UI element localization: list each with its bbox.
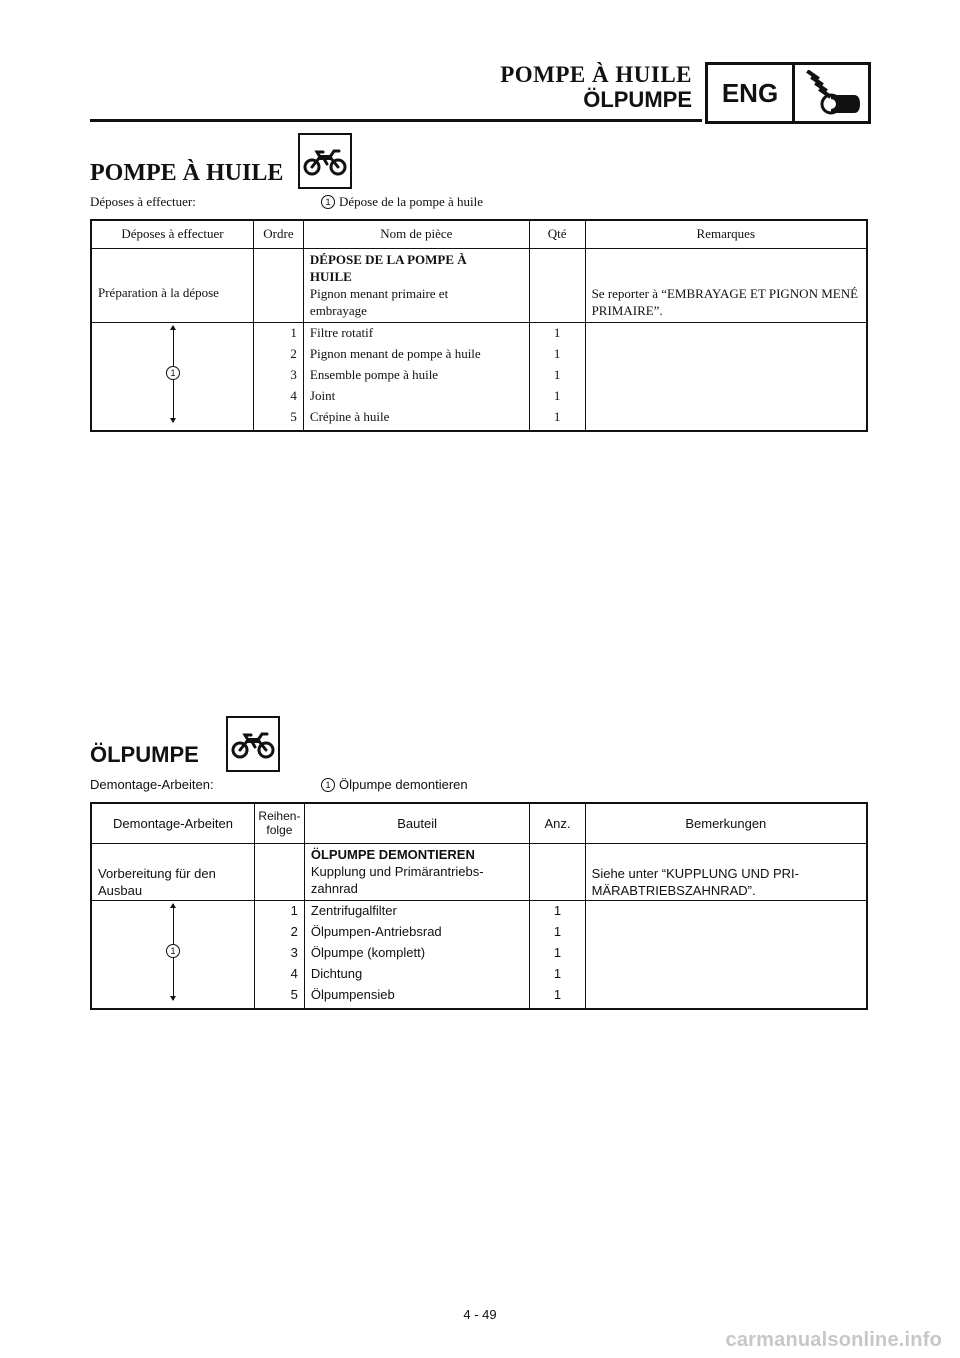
eng-badge-label: ENG	[708, 65, 795, 121]
order-cell: 2	[253, 346, 303, 367]
part-cell: Ensemble pompe à huile	[303, 367, 529, 388]
table-row	[91, 322, 867, 346]
table-row	[91, 900, 867, 924]
section-title-de: ÖLPUMPE	[90, 742, 199, 767]
remark-cell	[585, 248, 867, 322]
column-header: Anz.	[530, 803, 585, 843]
intro-label-fr: Déposes à effectuer:	[90, 194, 196, 209]
group-number-badge: 1	[166, 366, 180, 380]
intro-text-de: Ölpumpe demontieren	[339, 777, 468, 792]
order-cell	[255, 843, 305, 900]
group-number-badge: 1	[166, 944, 180, 958]
column-header: Reihen-folge	[255, 803, 305, 843]
column-header: Bemerkungen	[585, 803, 867, 843]
qty-cell	[529, 248, 585, 322]
section-subtitle: ÖLPUMPE DEMONTIEREN	[310, 846, 475, 862]
part-cell: Filtre rotatif	[303, 322, 529, 346]
page-number: 4 - 49	[463, 1307, 497, 1322]
prep-label: Vorbereitung für den Ausbau	[98, 865, 216, 898]
intro-text-fr: Dépose de la pompe à huile	[339, 194, 484, 209]
table-fr	[90, 219, 868, 432]
motorcycle-icon-de	[226, 716, 280, 772]
qty-cell: 1	[530, 924, 585, 945]
step-number-badge: 1	[321, 195, 335, 209]
engine-icon	[795, 65, 868, 121]
eng-badge	[705, 62, 871, 124]
remark-cell	[585, 322, 867, 431]
header-title-de: ÖLPUMPE	[583, 87, 692, 112]
part-cell: Ölpumpensieb	[304, 987, 529, 1009]
part-cell: Joint	[303, 388, 529, 409]
prep-label: Préparation à la dépose	[98, 284, 219, 300]
column-header: Demontage-Arbeiten	[91, 803, 255, 843]
prep-cell	[91, 248, 253, 322]
column-header: Qté	[529, 220, 585, 248]
remark-cell	[585, 843, 867, 900]
part-cell	[303, 248, 529, 322]
qty-cell: 1	[530, 987, 585, 1009]
table-row	[91, 843, 867, 900]
part-cell: Dichtung	[304, 966, 529, 987]
table-header-row	[91, 803, 867, 843]
qty-cell: 1	[530, 900, 585, 924]
group-cell	[91, 322, 253, 431]
motorcycle-icon-fr	[298, 133, 352, 189]
order-cell: 4	[253, 388, 303, 409]
table-de	[90, 802, 868, 1010]
section-title-fr: POMPE À HUILE	[90, 160, 284, 186]
qty-cell: 1	[530, 945, 585, 966]
footer-watermark: carmanualsonline.info	[725, 1329, 942, 1351]
step-number-badge: 1	[321, 778, 335, 792]
qty-cell: 1	[529, 322, 585, 346]
prep-part: Pignon menant primaire et embrayage	[309, 285, 449, 318]
order-cell: 5	[253, 409, 303, 431]
part-cell: Ölpumpen-Antriebsrad	[304, 924, 529, 945]
remark-cell	[585, 900, 867, 1009]
column-header: Remarques	[585, 220, 867, 248]
column-header: Bauteil	[304, 803, 529, 843]
part-cell: Zentrifugalfilter	[304, 900, 529, 924]
column-header: Ordre	[253, 220, 303, 248]
part-cell: Ölpumpe (komplett)	[304, 945, 529, 966]
group-cell	[91, 900, 255, 1009]
part-cell: Crépine à huile	[303, 409, 529, 431]
prep-cell	[91, 843, 255, 900]
qty-cell: 1	[529, 409, 585, 431]
intro-step-de	[321, 777, 468, 792]
table-row	[91, 248, 867, 322]
qty-cell: 1	[529, 346, 585, 367]
intro-step-fr	[321, 194, 483, 210]
order-cell: 1	[255, 900, 305, 924]
table-header-row	[91, 220, 867, 248]
order-cell	[253, 248, 303, 322]
qty-cell	[530, 843, 585, 900]
order-cell: 2	[255, 924, 305, 945]
prep-part: Kupplung und Primärantriebs-zahnrad	[310, 863, 484, 896]
order-cell: 1	[253, 322, 303, 346]
header-title-fr: POMPE À HUILE	[500, 62, 692, 87]
column-header: Nom de pièce	[303, 220, 529, 248]
order-cell: 3	[255, 945, 305, 966]
order-cell: 4	[255, 966, 305, 987]
prep-remark: Siehe unter “KUPPLUNG UND PRI-MÄRABTRIEBSZAHNRAD”.	[591, 865, 799, 898]
qty-cell: 1	[530, 966, 585, 987]
prep-remark: Se reporter à “EMBRAYAGE ET PIGNON MENÉ PRIMAIRE”.	[591, 285, 859, 318]
qty-cell: 1	[529, 388, 585, 409]
qty-cell: 1	[529, 367, 585, 388]
order-cell: 5	[255, 987, 305, 1009]
part-cell: Pignon menant de pompe à huile	[303, 346, 529, 367]
intro-label-de: Demontage-Arbeiten:	[90, 777, 214, 792]
order-cell: 3	[253, 367, 303, 388]
header-rule	[90, 119, 702, 122]
part-cell	[304, 843, 529, 900]
section-subtitle: DÉPOSE DE LA POMPE À HUILE	[309, 251, 467, 284]
column-header: Déposes à effectuer	[91, 220, 253, 248]
